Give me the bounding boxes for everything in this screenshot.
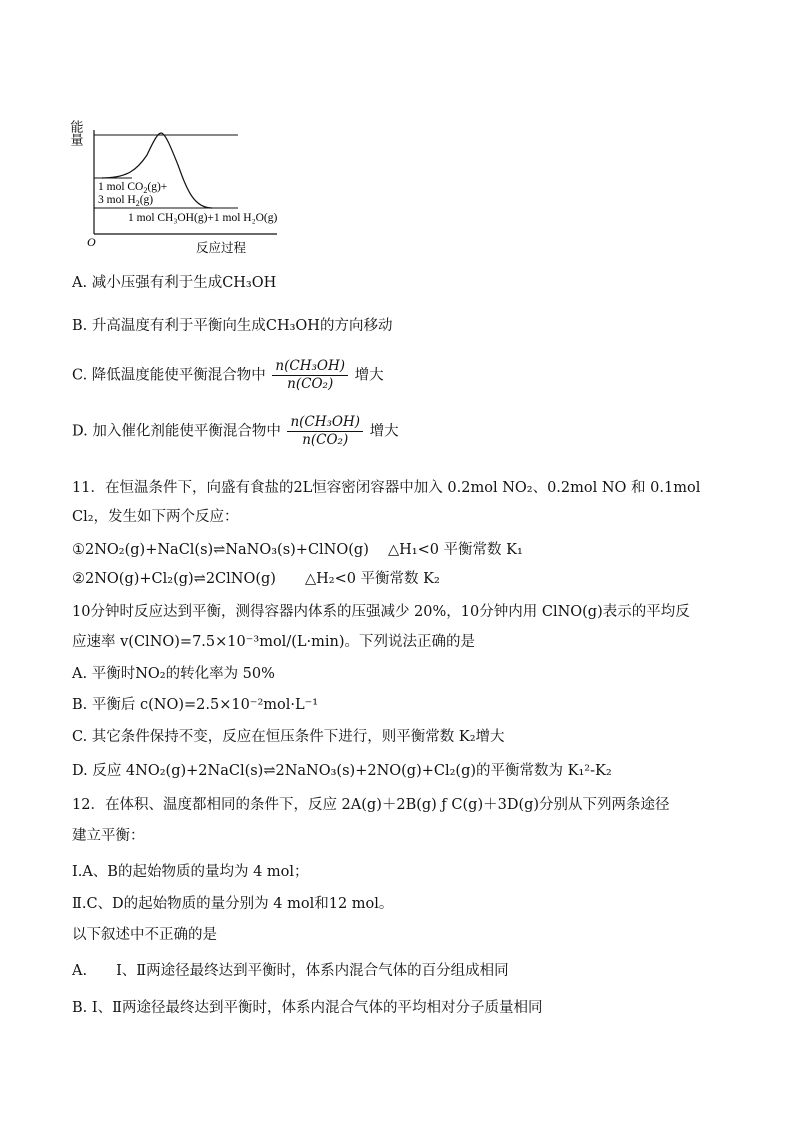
q12-question: 以下叙述中不正确的是 [72, 927, 217, 943]
q10-option-a: A. 减小压强有利于生成CH₃OH [72, 275, 277, 291]
q11-option-c: C. 其它条件保持不变，反应在恒压条件下进行，则平衡常数 K₂增大 [72, 729, 505, 745]
q12-stem-line1: 12．在体积、温度都相同的条件下，反应 2A(g)＋2B(g) ƒ C(g)＋3D(g)分别从下列两条途径 [72, 797, 670, 813]
q10-option-c-tail: 增大 [354, 367, 384, 384]
q10-option-d-text: D. 加入催化剂能使平衡混合物中 [72, 423, 281, 440]
q12-path-i: Ⅰ.A、B的起始物质的量均为 4 mol； [72, 864, 309, 880]
q10-option-d [72, 414, 399, 449]
reactant-label-1: 1 mol $CO_2(g)+$ [98, 181, 168, 195]
q11-reaction-2: ②2NO(g)+Cl₂(g)⇌2ClNO(g) △H₂<0 平衡常数 K₂ [72, 571, 440, 587]
q11-stem-line1: 11．在恒温条件下，向盛有食盐的2L恒容密闭容器中加入 0.2mol NO₂、0.2mol NO 和 0.1mol [72, 480, 701, 496]
q11-option-b: B. 平衡后 c(NO)=2.5×10⁻²mol·L⁻¹ [72, 697, 319, 713]
origin-label: O [87, 235, 96, 249]
product-label: 1 mol CH₃OH(g)+1 mol H₂O(g) [128, 212, 278, 224]
q11-option-d: D. 反应 4NO₂(g)+2NaCl(s)⇌2NaNO₃(s)+2NO(g)+Cl₂(g)的平衡常数为 K₁²-K₂ [72, 763, 612, 779]
q10-option-d-tail: 增大 [369, 423, 399, 440]
q11-option-a: A. 平衡时NO₂的转化率为 50% [72, 666, 275, 682]
fraction-denominator: n(CO₂) [287, 376, 334, 392]
fraction-numerator: n(CH₃OH) [272, 358, 348, 376]
fraction-numerator: n(CH₃OH) [287, 414, 363, 432]
q10-option-c [72, 358, 384, 393]
y-axis-label: 能量 [68, 120, 84, 146]
reactant-label-2: 3 mol $H_2(g)$ [98, 194, 154, 208]
q10-option-d-fraction [287, 414, 363, 449]
q11-stem-line2: Cl₂，发生如下两个反应： [72, 509, 239, 525]
q12-path-ii: Ⅱ.C、D的起始物质的量分别为 4 mol和12 mol。 [72, 896, 394, 912]
q11-reaction-1: ①2NO₂(g)+NaCl(s)⇌NaNO₃(s)+ClNO(g) △H₁<0 平衡常数 K₁ [72, 542, 523, 558]
q10-option-c-fraction [272, 358, 348, 393]
energy-diagram [68, 100, 282, 260]
q11-stem-line3: 10分钟时反应达到平衡，测得容器内体系的压强减少 20%，10分钟内用 ClNO(g)表示的平均反 [72, 604, 690, 620]
fraction-denominator: n(CO₂) [302, 432, 349, 448]
q10-option-c-text: C. 降低温度能使平衡混合物中 [72, 367, 266, 384]
q12-option-b: B. Ⅰ、Ⅱ两途径最终达到平衡时，体系内混合气体的平均相对分子质量相同 [72, 1000, 543, 1016]
q10-option-b: B. 升高温度有利于平衡向生成CH₃OH的方向移动 [72, 318, 393, 334]
q12-option-a: A. Ⅰ、Ⅱ两途径最终达到平衡时，体系内混合气体的百分组成相同 [72, 963, 509, 979]
q12-stem-line2: 建立平衡： [72, 828, 145, 844]
q11-stem-line4: 应速率 v(ClNO)=7.5×10⁻³mol/(L·min)。下列说法正确的是 [72, 634, 475, 650]
x-axis-label: 反应过程 [196, 241, 247, 255]
